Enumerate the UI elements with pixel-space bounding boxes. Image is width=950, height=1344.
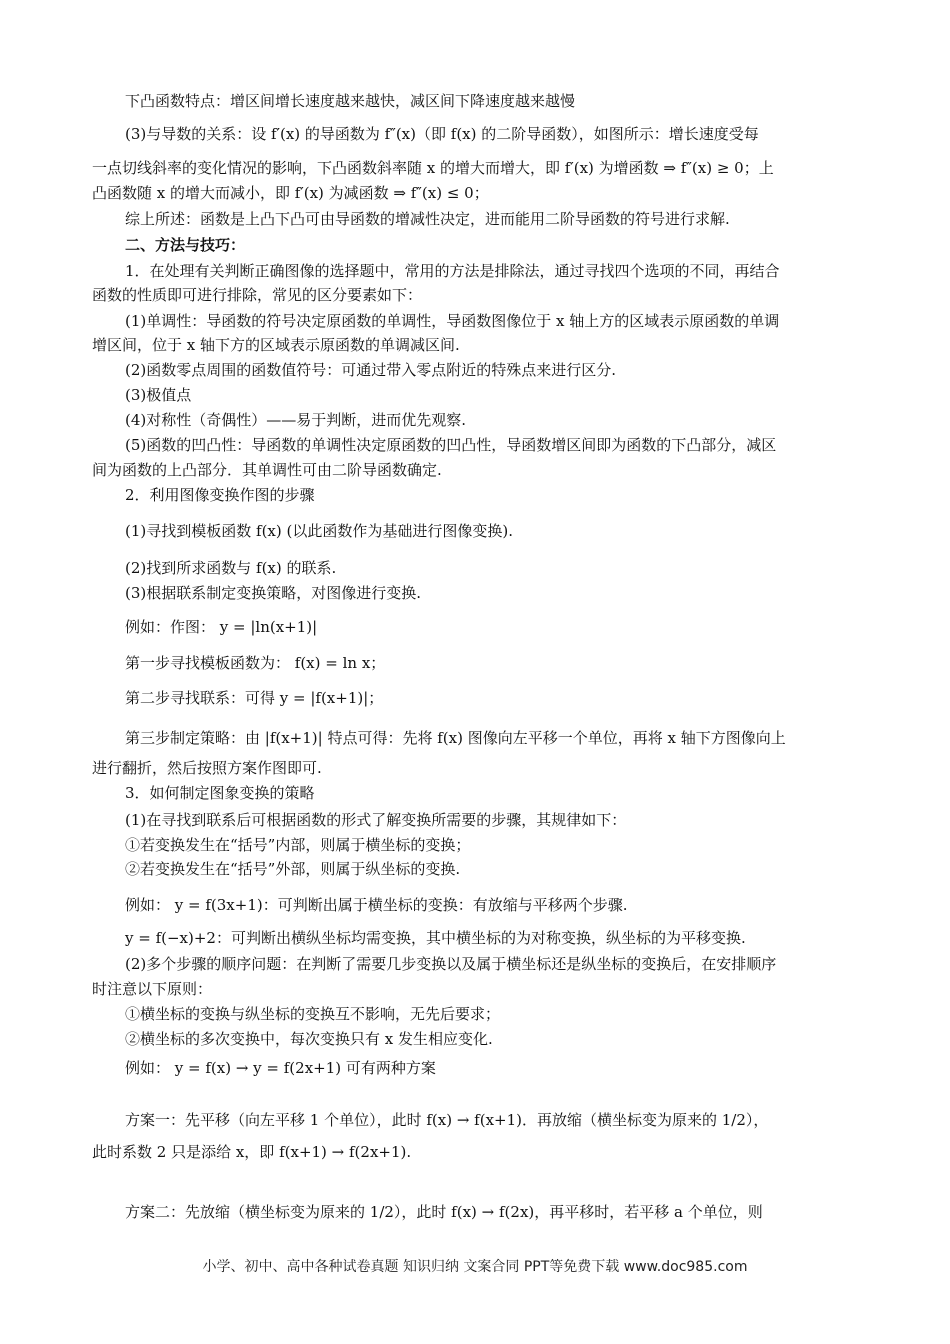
- text-line: 1．在处理有关判断正确图像的选择题中，常用的方法是排除法，通过寻找四个选项的不同，再结合: [125, 262, 780, 280]
- text-line: 方案一：先平移（向左平移 1 个单位），此时 f(x) → f(x+1)．再放缩（横坐标变为原来的 1/2），: [125, 1111, 769, 1129]
- text-line: (3)极值点: [125, 386, 192, 404]
- text-line: 2．利用图像变换作图的步骤: [125, 486, 315, 504]
- text-line: ①若变换发生在“括号”内部，则属于横坐标的变换；: [125, 836, 471, 854]
- footer-banner: 小学、初中、高中各种试卷真题 知识归纳 文案合同 PPT等免费下载 www.doc985.com: [202, 1259, 748, 1275]
- text-line: 例如： y = f(3x+1)：可判断出属于横坐标的变换：有放缩与平移两个步骤.: [125, 896, 628, 914]
- text-line: ②若变换发生在“括号”外部，则属于纵坐标的变换.: [125, 860, 461, 878]
- text-line: ②横坐标的多次变换中，每次变换只有 x 发生相应变化.: [125, 1030, 493, 1048]
- text-line: 凸函数随 x 的增大而减小，即 f′(x) 为减函数 ⇒ f″(x) ≤ 0；: [92, 184, 489, 202]
- text-line: (2)找到所求函数与 f(x) 的联系.: [125, 559, 337, 577]
- text-line: (2)多个步骤的顺序问题：在判断了需要几步变换以及属于横坐标还是纵坐标的变换后，在安排顺序: [125, 955, 777, 973]
- text-line: 此时系数 2 只是添给 x，即 f(x+1) → f(2x+1).: [92, 1143, 412, 1161]
- text-line: (5)函数的凹凸性：导函数的单调性决定原函数的凹凸性，导函数增区间即为函数的下凸部分，减区: [125, 436, 777, 454]
- text-line: 例如：作图： y = |ln(x+1)|: [125, 618, 318, 636]
- text-line: 第三步制定策略：由 |f(x+1)| 特点可得：先将 f(x) 图像向左平移一个单位，再将 x 轴下方图像向上: [125, 729, 786, 747]
- text-line: (1)寻找到模板函数 f(x) (以此函数作为基础进行图像变换).: [125, 522, 513, 540]
- text-line: 时注意以下原则：: [92, 980, 213, 998]
- text-line: ①横坐标的变换与纵坐标的变换互不影响，无先后要求；: [125, 1005, 501, 1023]
- text-line: 方案二：先放缩（横坐标变为原来的 1/2），此时 f(x) → f(2x)，再平移时，若平移 a 个单位，则: [125, 1203, 763, 1221]
- text-line: (3)根据联系制定变换策略，对图像进行变换.: [125, 584, 422, 602]
- text-line: 第二步寻找联系：可得 y = |f(x+1)|；: [125, 689, 384, 707]
- text-line: (1)在寻找到联系后可根据函数的形式了解变换所需要的步骤，其规律如下：: [125, 811, 627, 829]
- text-line: 例如： y = f(x) → y = f(2x+1) 可有两种方案: [125, 1059, 436, 1077]
- text-line: 进行翻折，然后按照方案作图即可.: [92, 759, 322, 777]
- text-line: y = f(−x)+2：可判断出横纵坐标均需变换，其中横坐标的为对称变换，纵坐标的为平移变换.: [125, 929, 746, 947]
- text-line: 间为函数的上凸部分．其单调性可由二阶导函数确定.: [92, 461, 442, 479]
- text-line: 增区间，位于 x 轴下方的区域表示原函数的单调减区间.: [92, 336, 460, 354]
- text-line: 一点切线斜率的变化情况的影响，下凸函数斜率随 x 的增大而增大，即 f′(x) 为增函数 ⇒ f″(x) ≥ 0；上: [92, 159, 774, 177]
- text-line: 下凸函数特点：增区间增长速度越来越快，减区间下降速度越来越慢: [125, 92, 576, 110]
- section-heading: 二、方法与技巧：: [125, 236, 246, 254]
- text-line: 综上所述：函数是上凸下凸可由导函数的增减性决定，进而能用二阶导函数的符号进行求解.: [125, 210, 730, 228]
- text-line: 3．如何制定图象变换的策略: [125, 784, 315, 802]
- text-line: (4)对称性（奇偶性）——易于判断，进而优先观察.: [125, 411, 467, 429]
- text-line: (3)与导数的关系：设 f′(x) 的导函数为 f″(x)（即 f(x) 的二阶导函数），如图所示：增长速度受每: [125, 125, 759, 143]
- text-line: (1)单调性：导函数的符号决定原函数的单调性，导函数图像位于 x 轴上方的区域表示原函数的单调: [125, 312, 780, 330]
- text-line: (2)函数零点周围的函数值符号：可通过带入零点附近的特殊点来进行区分.: [125, 361, 617, 379]
- text-line: 函数的性质即可进行排除，常见的区分要素如下：: [92, 286, 423, 304]
- text-line: 第一步寻找模板函数为： f(x) = ln x；: [125, 654, 386, 672]
